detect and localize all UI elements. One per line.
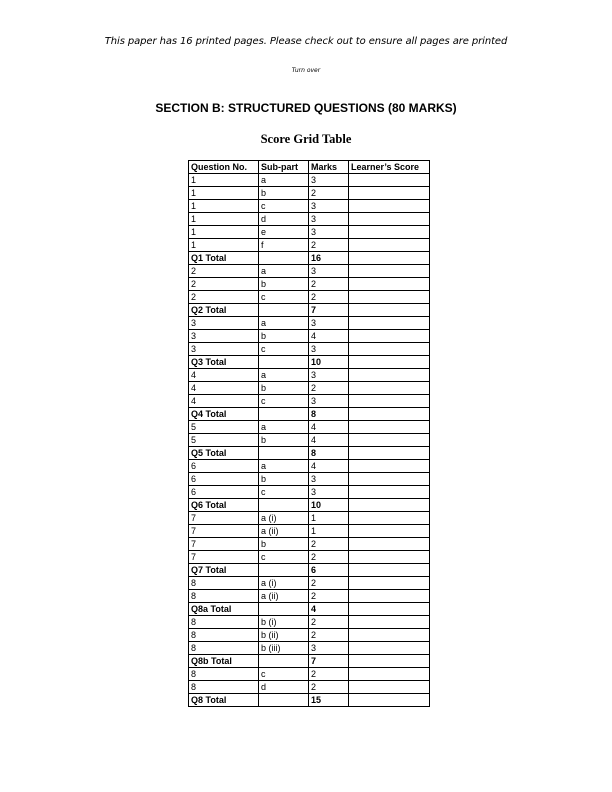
question-cell: 1 [189,226,259,239]
learner-score-cell [349,343,430,356]
marks-cell: 3 [309,395,349,408]
learner-score-cell [349,694,430,707]
learner-score-cell [349,642,430,655]
marks-cell: 2 [309,239,349,252]
question-cell: 6 [189,486,259,499]
marks-cell: 3 [309,486,349,499]
marks-cell: 2 [309,681,349,694]
question-cell: 8 [189,642,259,655]
learner-score-cell [349,655,430,668]
learner-score-cell [349,460,430,473]
learner-score-cell [349,538,430,551]
marks-cell: 3 [309,317,349,330]
marks-cell: 2 [309,577,349,590]
question-cell: Q1 Total [189,252,259,265]
question-cell: 5 [189,434,259,447]
learner-score-cell [349,512,430,525]
learner-score-cell [349,330,430,343]
learner-score-cell [349,187,430,200]
question-cell: 8 [189,577,259,590]
learner-score-cell [349,395,430,408]
marks-cell: 3 [309,343,349,356]
question-cell: 1 [189,187,259,200]
table-row [189,538,430,551]
question-cell: Q2 Total [189,304,259,317]
learner-score-cell [349,382,430,395]
learner-score-cell [349,564,430,577]
subpart-cell: a (ii) [259,590,309,603]
total-row [189,694,430,707]
marks-cell: 3 [309,174,349,187]
question-cell: 8 [189,668,259,681]
marks-cell: 2 [309,629,349,642]
table-row [189,486,430,499]
total-row [189,447,430,460]
table-row [189,629,430,642]
marks-cell: 2 [309,278,349,291]
marks-cell: 2 [309,538,349,551]
question-cell: 3 [189,330,259,343]
subpart-cell [259,408,309,421]
subpart-cell: b [259,434,309,447]
subpart-cell: b [259,278,309,291]
marks-cell: 4 [309,330,349,343]
total-row [189,408,430,421]
subpart-cell: f [259,239,309,252]
marks-cell: 1 [309,512,349,525]
table-row [189,642,430,655]
learner-score-cell [349,239,430,252]
table-row [189,265,430,278]
learner-score-cell [349,590,430,603]
learner-score-cell [349,668,430,681]
question-cell: 7 [189,538,259,551]
learner-score-cell [349,473,430,486]
subpart-cell [259,564,309,577]
column-header-subpart: Sub-part [259,161,309,174]
subpart-cell: a [259,460,309,473]
question-cell: Q7 Total [189,564,259,577]
subpart-cell: b [259,187,309,200]
subpart-cell: c [259,668,309,681]
column-header-marks: Marks [309,161,349,174]
subpart-cell [259,655,309,668]
table-row [189,200,430,213]
learner-score-cell [349,174,430,187]
subpart-cell [259,499,309,512]
total-row [189,655,430,668]
subpart-cell: c [259,291,309,304]
subpart-cell: a [259,421,309,434]
marks-cell: 4 [309,603,349,616]
table-row [189,551,430,564]
question-cell: Q6 Total [189,499,259,512]
marks-cell: 2 [309,382,349,395]
subpart-cell: b [259,382,309,395]
subpart-cell: a (ii) [259,525,309,538]
table-row [189,226,430,239]
subpart-cell: a (i) [259,512,309,525]
marks-cell: 3 [309,226,349,239]
learner-score-cell [349,369,430,382]
marks-cell: 1 [309,525,349,538]
learner-score-cell [349,603,430,616]
question-cell: 8 [189,681,259,694]
marks-cell: 3 [309,213,349,226]
question-cell: 7 [189,551,259,564]
marks-cell: 2 [309,668,349,681]
marks-cell: 2 [309,187,349,200]
question-cell: Q5 Total [189,447,259,460]
marks-cell: 2 [309,551,349,564]
table-body [189,174,430,707]
subpart-cell: b [259,473,309,486]
subpart-cell: b (i) [259,616,309,629]
marks-cell: 3 [309,200,349,213]
question-cell: 5 [189,421,259,434]
marks-cell: 7 [309,655,349,668]
total-row [189,356,430,369]
subpart-cell: c [259,486,309,499]
marks-cell: 6 [309,564,349,577]
printed-pages-notice: This paper has 16 printed pages. Please check out to ensure all pages are printed [104,36,508,47]
question-cell: 4 [189,369,259,382]
subpart-cell: c [259,551,309,564]
question-cell: 2 [189,291,259,304]
subpart-cell [259,694,309,707]
subpart-cell [259,603,309,616]
learner-score-cell [349,577,430,590]
marks-cell: 16 [309,252,349,265]
table-row [189,239,430,252]
section-title: SECTION B: STRUCTURED QUESTIONS (80 MARKS) [155,101,457,115]
table-row [189,616,430,629]
question-cell: 4 [189,395,259,408]
question-cell: 2 [189,278,259,291]
table-row [189,525,430,538]
score-grid-title: Score Grid Table [260,132,352,146]
table-row [189,473,430,486]
table-row [189,317,430,330]
table-row [189,681,430,694]
table-row [189,174,430,187]
subpart-cell [259,304,309,317]
learner-score-cell [349,356,430,369]
table-row [189,291,430,304]
subpart-cell: d [259,681,309,694]
total-row [189,252,430,265]
question-cell: 7 [189,512,259,525]
turn-over-note: Turn over [291,67,321,74]
table-row [189,382,430,395]
learner-score-cell [349,200,430,213]
learner-score-cell [349,525,430,538]
learner-score-cell [349,499,430,512]
learner-score-cell [349,252,430,265]
marks-cell: 2 [309,590,349,603]
subpart-cell: b [259,538,309,551]
question-cell: 2 [189,265,259,278]
table-row [189,577,430,590]
subpart-cell [259,252,309,265]
subpart-cell: b (iii) [259,642,309,655]
question-cell: 1 [189,239,259,252]
question-cell: Q4 Total [189,408,259,421]
question-cell: 8 [189,616,259,629]
marks-cell: 7 [309,304,349,317]
subpart-cell: c [259,200,309,213]
table-row [189,460,430,473]
question-cell: 1 [189,200,259,213]
marks-cell: 3 [309,473,349,486]
learner-score-cell [349,616,430,629]
marks-cell: 15 [309,694,349,707]
question-cell: Q8a Total [189,603,259,616]
learner-score-cell [349,681,430,694]
table-row [189,187,430,200]
marks-cell: 4 [309,460,349,473]
subpart-cell: c [259,395,309,408]
subpart-cell: a [259,317,309,330]
subpart-cell: a [259,174,309,187]
table-row [189,330,430,343]
subpart-cell [259,356,309,369]
table-row [189,369,430,382]
table-header-row [189,161,430,174]
subpart-cell: e [259,226,309,239]
question-cell: 8 [189,590,259,603]
marks-cell: 10 [309,499,349,512]
table-row [189,395,430,408]
learner-score-cell [349,291,430,304]
table-row [189,278,430,291]
learner-score-cell [349,629,430,642]
question-cell: 3 [189,343,259,356]
learner-score-cell [349,486,430,499]
total-row [189,564,430,577]
table-row [189,421,430,434]
learner-score-cell [349,421,430,434]
question-cell: 8 [189,629,259,642]
total-row [189,304,430,317]
marks-cell: 10 [309,356,349,369]
subpart-cell: d [259,213,309,226]
question-cell: 6 [189,460,259,473]
marks-cell: 8 [309,447,349,460]
table-row [189,512,430,525]
column-header-question: Question No. [189,161,259,174]
learner-score-cell [349,213,430,226]
marks-cell: 4 [309,421,349,434]
question-cell: 4 [189,382,259,395]
learner-score-cell [349,265,430,278]
score-grid-table [188,160,430,707]
subpart-cell: a [259,265,309,278]
table-row [189,343,430,356]
learner-score-cell [349,278,430,291]
marks-cell: 2 [309,291,349,304]
marks-cell: 8 [309,408,349,421]
learner-score-cell [349,447,430,460]
question-cell: 1 [189,174,259,187]
total-row [189,499,430,512]
subpart-cell: a (i) [259,577,309,590]
marks-cell: 3 [309,265,349,278]
question-cell: 6 [189,473,259,486]
learner-score-cell [349,304,430,317]
marks-cell: 3 [309,642,349,655]
subpart-cell: c [259,343,309,356]
learner-score-cell [349,226,430,239]
table-row [189,434,430,447]
table-row [189,590,430,603]
subpart-cell: b [259,330,309,343]
marks-cell: 2 [309,616,349,629]
question-cell: Q8b Total [189,655,259,668]
marks-cell: 4 [309,434,349,447]
marks-cell: 3 [309,369,349,382]
learner-score-cell [349,317,430,330]
table-row [189,668,430,681]
learner-score-cell [349,434,430,447]
total-row [189,603,430,616]
table-row [189,213,430,226]
question-cell: 3 [189,317,259,330]
learner-score-cell [349,408,430,421]
question-cell: Q3 Total [189,356,259,369]
subpart-cell: a [259,369,309,382]
subpart-cell [259,447,309,460]
question-cell: 7 [189,525,259,538]
question-cell: Q8 Total [189,694,259,707]
question-cell: 1 [189,213,259,226]
column-header-learner-score: Learner’s Score [349,161,430,174]
subpart-cell: b (ii) [259,629,309,642]
learner-score-cell [349,551,430,564]
